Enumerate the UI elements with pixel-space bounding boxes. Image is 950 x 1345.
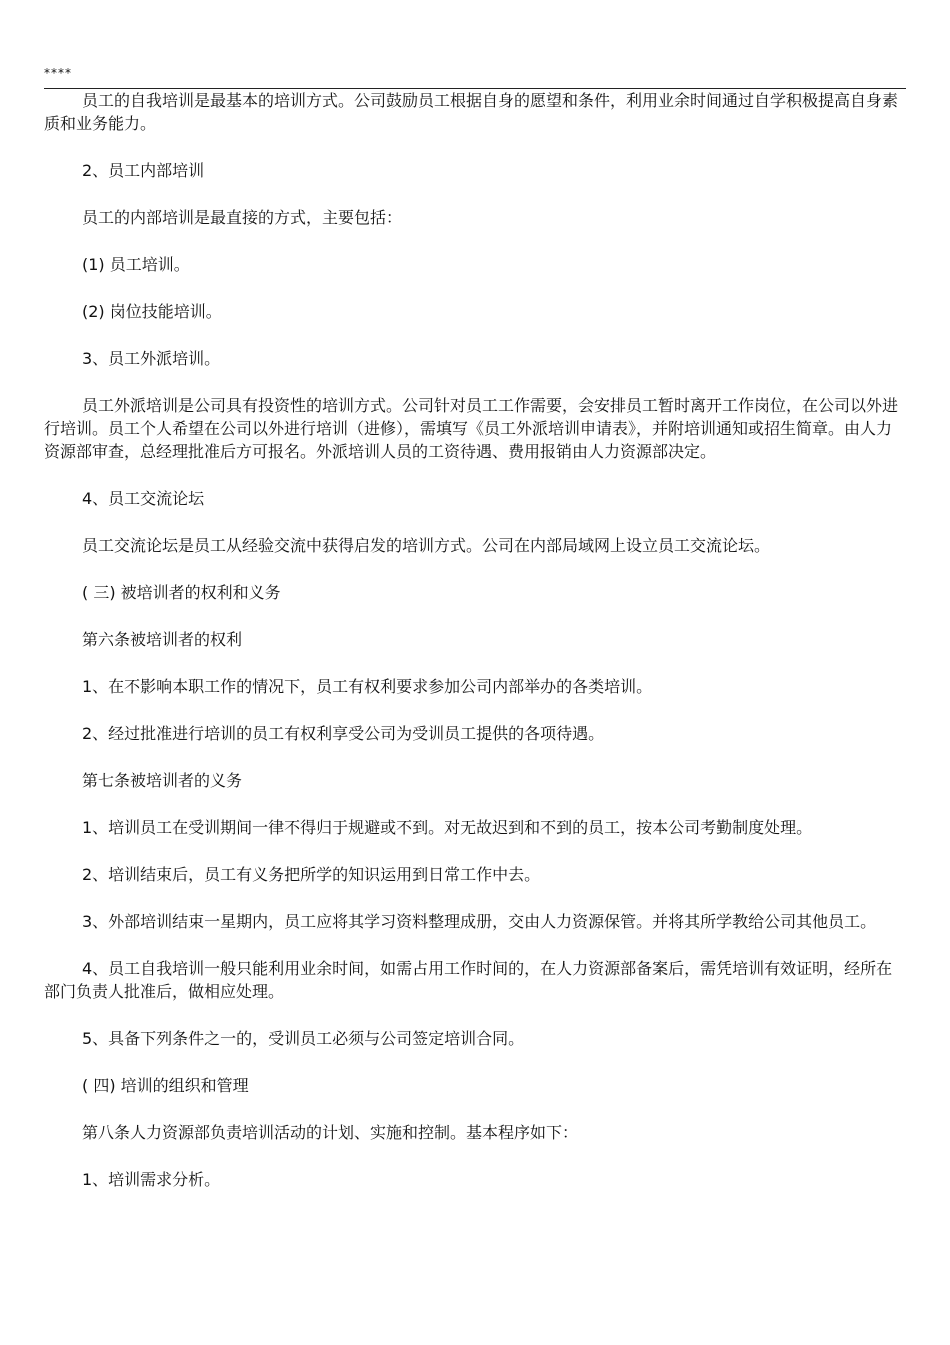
heading-forum: 4、员工交流论坛 xyxy=(82,489,205,508)
list-item-employee-training: (1) 员工培训。 xyxy=(82,255,190,274)
paragraph-right-2: 2、经过批准进行培训的员工有权利享受公司为受训员工提供的各项待遇。 xyxy=(82,724,605,743)
paragraph-self-training: 员工的自我培训是最基本的培训方式。公司鼓励员工根据自身的愿望和条件，利用业余时间通过自学积极提高自身素质和业务能力。 xyxy=(44,91,899,133)
paragraph-duty-4: 4、员工自我培训一般只能利用业余时间，如需占用工作时间的，在人力资源部备案后，需凭培训有效证明，经所在部门负责人批准后，做相应处理。 xyxy=(44,959,893,1001)
document-body xyxy=(44,89,899,1215)
section-heading-organization: ( 四) 培训的组织和管理 xyxy=(82,1076,249,1095)
article-heading-rights: 第六条被培训者的权利 xyxy=(82,630,243,649)
paragraph-needs-analysis: 1、培训需求分析。 xyxy=(82,1170,221,1189)
article-heading-procedure: 第八条人力资源部负责培训活动的计划、实施和控制。基本程序如下： xyxy=(82,1123,579,1142)
list-item-skill-training: (2) 岗位技能培训。 xyxy=(82,302,222,321)
heading-internal-training: 2、员工内部培训 xyxy=(82,161,205,180)
paragraph-duty-5: 5、具备下列条件之一的，受训员工必须与公司签定培训合同。 xyxy=(82,1029,525,1048)
section-heading-rights-duties: ( 三) 被培训者的权利和义务 xyxy=(82,583,281,602)
header-mark: **** xyxy=(44,66,72,80)
paragraph-duty-3: 3、外部培训结束一星期内，员工应将其学习资料整理成册，交由人力资源保管。并将其所学教给公司其他员工。 xyxy=(82,912,877,931)
paragraph-duty-2: 2、培训结束后，员工有义务把所学的知识运用到日常工作中去。 xyxy=(82,865,541,884)
heading-external-training: 3、员工外派培训。 xyxy=(82,349,221,368)
paragraph-duty-1: 1、培训员工在受训期间一律不得归于规避或不到。对无故迟到和不到的员工，按本公司考勤制度处理。 xyxy=(82,818,813,837)
paragraph-internal-training: 员工的内部培训是最直接的方式，主要包括： xyxy=(82,208,403,227)
article-heading-duties: 第七条被培训者的义务 xyxy=(82,771,243,790)
paragraph-external-training: 员工外派培训是公司具有投资性的培训方式。公司针对员工工作需要，会安排员工暂时离开工作岗位，在公司以外进行培训。员工个人希望在公司以外进行培训（进修），需填写《员工外派培训申请表》，并附培训通知或招生简章。由人力资源部审查，总经理批准后方可报名。外派培训人员的工资待遇、费用报销由人力资源部决定。 xyxy=(44,396,899,461)
paragraph-forum: 员工交流论坛是员工从经验交流中获得启发的培训方式。公司在内部局域网上设立员工交流论坛。 xyxy=(82,536,771,555)
paragraph-right-1: 1、在不影响本职工作的情况下，员工有权利要求参加公司内部举办的各类培训。 xyxy=(82,677,653,696)
